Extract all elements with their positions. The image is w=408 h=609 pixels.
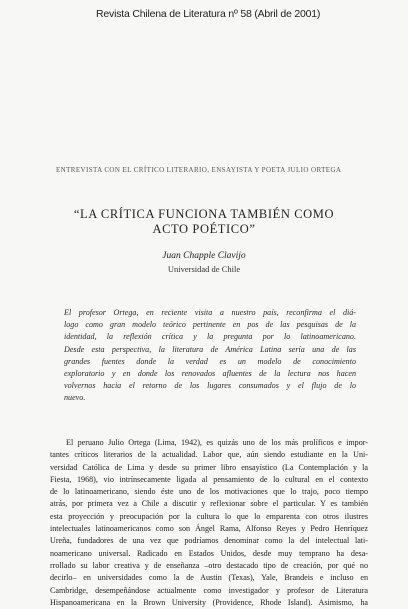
body-line: noamericano universal. Radicado en Estados Unidos, desde muy temprano ha desa- bbox=[50, 548, 368, 558]
body-line: tantes críticos literarios de la actualidad. Labor que, aún siendo estudiante en la Uni- bbox=[50, 450, 368, 460]
body-text bbox=[50, 437, 368, 609]
body-line: atrás, por primera vez a Chile a discutir y reflexionar sobre el particular. Y es también bbox=[50, 499, 368, 509]
body-line: Fiesta, 1968), vio intrínsecamente ligada al pensamiento de lo cultural en el contexto bbox=[50, 474, 368, 484]
abstract-line: exploratorio y en donde los renovados afluentes de la lectura nos hacen bbox=[64, 369, 356, 379]
body-line: Hispanoamericana en la Brown University (Providence, Rhode Island). Asimismo, ha bbox=[50, 597, 368, 607]
abstract-line: Desde esta perspectiva, la literatura de América Latina sería una de las bbox=[64, 344, 356, 354]
abstract-line: El profesor Ortega, en reciente visita a nuestro país, reconfirma el diá- bbox=[64, 308, 356, 317]
body-line: El peruano Julio Ortega (Lima, 1942), es quizás uno de los más prolíficos e impor- bbox=[66, 438, 368, 447]
abstract-line: grandes fuentes donde la verdad es un modelo de conocimiento bbox=[64, 356, 356, 366]
body-line: de lo latinoamericano, siendo éste uno de los motivaciones que lo trajo, poco tiempo bbox=[50, 487, 368, 497]
author-name: Juan Chapple Clavijo bbox=[162, 251, 246, 261]
abstract-line: volvernos hacia el retorno de los lugares consumados y el flujo de lo bbox=[64, 381, 356, 391]
body-line: Cambridge, desempeñándose actualmente como investigador y profesor de Literatura bbox=[50, 585, 368, 595]
abstract-line: identidad, la reflexión crítica y la pregunta por lo latinoamericano. bbox=[64, 332, 356, 342]
body-line: intelectuales latinoamericanos como son Ángel Rama, Alfonso Reyes y Pedro Henríquez bbox=[50, 524, 368, 534]
abstract-line: nuevo. bbox=[64, 393, 86, 403]
title-line: “LA CRÍTICA FUNCIONA TAMBIÉN COMO bbox=[73, 207, 335, 221]
title-line: ACTO POÉTICO” bbox=[152, 222, 256, 236]
body-line: versidad Católica de Lima y desde su primer libro ensayístico (La Contemplación y la bbox=[50, 462, 368, 472]
body-line: rrollado su labor creativa y de enseñanza –otro destacado tipo de creación, por qué no bbox=[50, 560, 368, 570]
author-affiliation: Universidad de Chile bbox=[167, 264, 241, 274]
section-heading: ENTREVISTA CON EL CRÍTICO LITERARIO, ENSAYISTA Y POETA JULIO ORTEGA bbox=[56, 166, 342, 174]
article-title bbox=[40, 207, 368, 237]
running-head: Revista Chilena de Literatura nº 58 (Abril de 2001) bbox=[96, 8, 321, 20]
body-line: decirlo– en universidades como la de Austin (Texas), Yale, Brandeis e incluso en bbox=[50, 573, 368, 583]
abstract-line: logo como gran modelo teórico pertinente en pos de las pesquisas de la bbox=[64, 320, 356, 330]
abstract bbox=[64, 307, 356, 405]
body-line: Ureña, fundadores de una vez que podríamos denominar como la del intelectual lati- bbox=[50, 536, 368, 546]
body-line: esta proyección y preocupación por la cultura lo que lo emparenta con otros ilustres bbox=[50, 511, 368, 521]
